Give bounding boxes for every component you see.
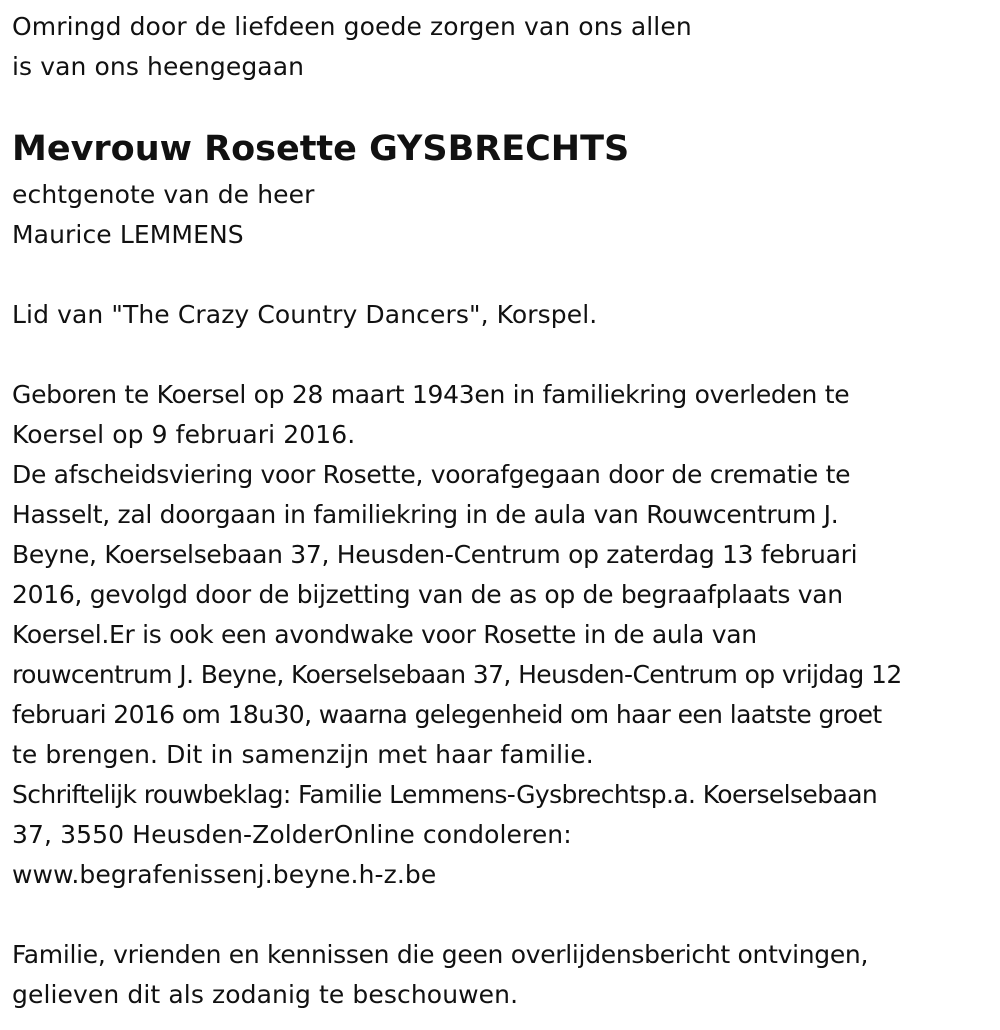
condolence-website-link[interactable]: www.begrafenissenj.beyne.h-z.be	[12, 860, 437, 889]
details-line: 37, 3550 Heusden-ZolderOnline condoleren:	[12, 820, 572, 849]
details-block	[12, 375, 988, 895]
spacer	[12, 255, 988, 295]
closing-line-1: Familie, vrienden en kennissen die geen overlijdensbericht ontvingen,	[12, 940, 869, 969]
details-line: 2016, gevolgd door de bijzetting van de as op de begraafplaats van	[12, 580, 843, 609]
membership-line: Lid van "The Crazy Country Dancers", Korspel.	[12, 300, 598, 329]
details-line: Beyne, Koerselsebaan 37, Heusden-Centrum op zaterdag 13 februari	[12, 540, 858, 569]
details-line: te brengen. Dit in samenzijn met haar familie.	[12, 740, 594, 769]
spouse-line-1: echtgenote van de heer	[12, 180, 315, 209]
intro-line-1: Omringd door de liefdeen goede zorgen van ons allen	[12, 12, 692, 41]
details-line: rouwcentrum J. Beyne, Koerselsebaan 37, Heusden-Centrum op vrijdag 12	[12, 660, 902, 689]
spacer	[12, 895, 988, 935]
details-line: februari 2016 om 18u30, waarna gelegenheid om haar een laatste groet	[12, 700, 882, 729]
spouse-line-2: Maurice LEMMENS	[12, 220, 244, 249]
details-line: Hasselt, zal doorgaan in familiekring in de aula van Rouwcentrum J.	[12, 500, 839, 529]
spacer	[12, 335, 988, 375]
details-line: Koersel op 9 februari 2016.	[12, 420, 356, 449]
intro-block	[12, 7, 988, 87]
deceased-name: Mevrouw Rosette GYSBRECHTS	[12, 129, 630, 169]
closing-block	[12, 935, 988, 1015]
details-line: Schriftelijk rouwbeklag: Familie Lemmens-Gysbrechtsp.a. Koerselsebaan	[12, 780, 878, 809]
intro-line-2: is van ons heengegaan	[12, 52, 305, 81]
details-line: Koersel.Er is ook een avondwake voor Rosette in de aula van	[12, 620, 757, 649]
spouse-block	[12, 175, 988, 255]
details-line: Geboren te Koersel op 28 maart 1943en in familiekring overleden te	[12, 380, 850, 409]
closing-line-2: gelieven dit als zodanig te beschouwen.	[12, 980, 519, 1009]
details-line: De afscheidsviering voor Rosette, voorafgegaan door de crematie te	[12, 460, 851, 489]
